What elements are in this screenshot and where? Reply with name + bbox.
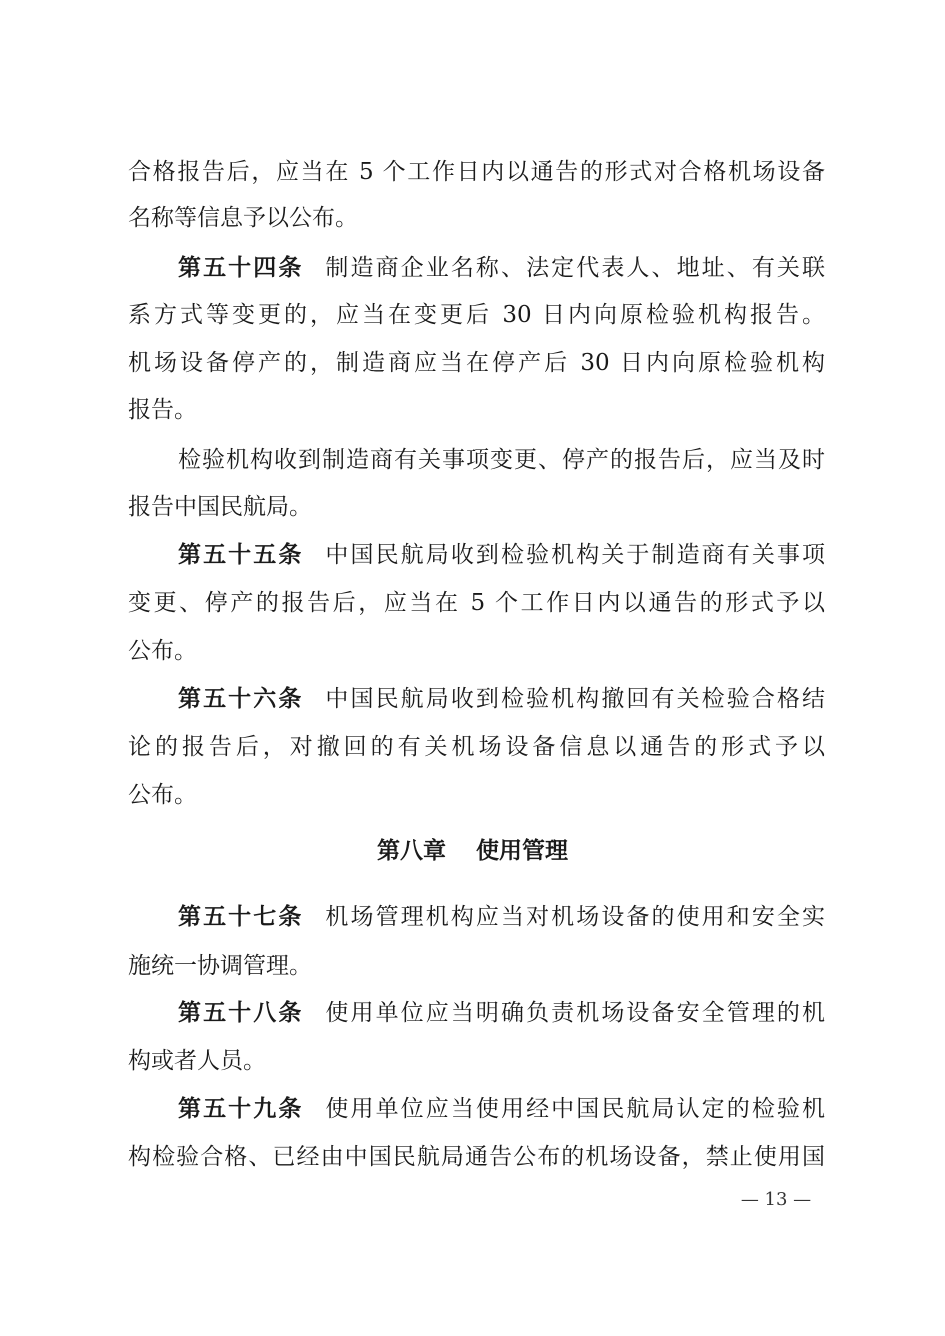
article-56-line: [178, 684, 825, 714]
text-line: 论的报告后，对撤回的有关机场设备信息以通告的形式予以: [128, 734, 825, 760]
text-line: 变更、停产的报告后，应当在 5 个工作日内以通告的形式予以: [128, 590, 825, 616]
text-line: 合格报告后，应当在 5 个工作日内以通告的形式对合格机场设备: [128, 159, 825, 185]
article-text: 使用单位应当明确负责机场设备安全管理的机: [325, 1000, 825, 1026]
article-heading: 第五十五条: [178, 542, 304, 568]
text-line: 公布。: [128, 638, 197, 664]
article-55-line: [178, 540, 825, 570]
article-heading: 第五十六条: [178, 686, 304, 712]
article-text: 制造商企业名称、法定代表人、地址、有关联: [325, 255, 825, 281]
article-58-line: [178, 998, 825, 1028]
text-line: 机场设备停产的，制造商应当在停产后 30 日内向原检验机构: [128, 350, 825, 376]
text-line: 检验机构收到制造商有关事项变更、停产的报告后，应当及时: [178, 447, 825, 473]
article-59-line: [178, 1094, 825, 1124]
article-54-line: [178, 253, 825, 283]
text-line: 构或者人员。: [128, 1048, 266, 1074]
article-heading: 第五十八条: [178, 1000, 304, 1026]
chapter-title: 使用管理: [476, 838, 568, 864]
chapter-number: 第八章: [377, 838, 446, 864]
text-line: 构检验合格、已经由中国民航局通告公布的机场设备，禁止使用国: [128, 1144, 825, 1170]
article-57-line: [178, 902, 825, 932]
text-line: 公布。: [128, 782, 197, 808]
article-text: 中国民航局收到检验机构关于制造商有关事项: [325, 542, 825, 568]
article-heading: 第五十四条: [178, 255, 304, 281]
article-heading: 第五十九条: [178, 1096, 304, 1122]
text-line: 报告。: [128, 397, 197, 423]
article-heading: 第五十七条: [178, 904, 304, 930]
text-line: 施统一协调管理。: [128, 953, 312, 979]
chapter-heading: [0, 836, 945, 866]
page-number: — 13 —: [740, 1189, 812, 1210]
text-line: 报告中国民航局。: [128, 494, 312, 520]
article-text: 机场管理机构应当对机场设备的使用和安全实: [325, 904, 825, 930]
text-line: 系方式等变更的，应当在变更后 30 日内向原检验机构报告。: [128, 302, 825, 328]
article-text: 使用单位应当使用经中国民航局认定的检验机: [325, 1096, 825, 1122]
text-line: 名称等信息予以公布。: [128, 205, 358, 231]
article-text: 中国民航局收到检验机构撤回有关检验合格结: [325, 686, 825, 712]
